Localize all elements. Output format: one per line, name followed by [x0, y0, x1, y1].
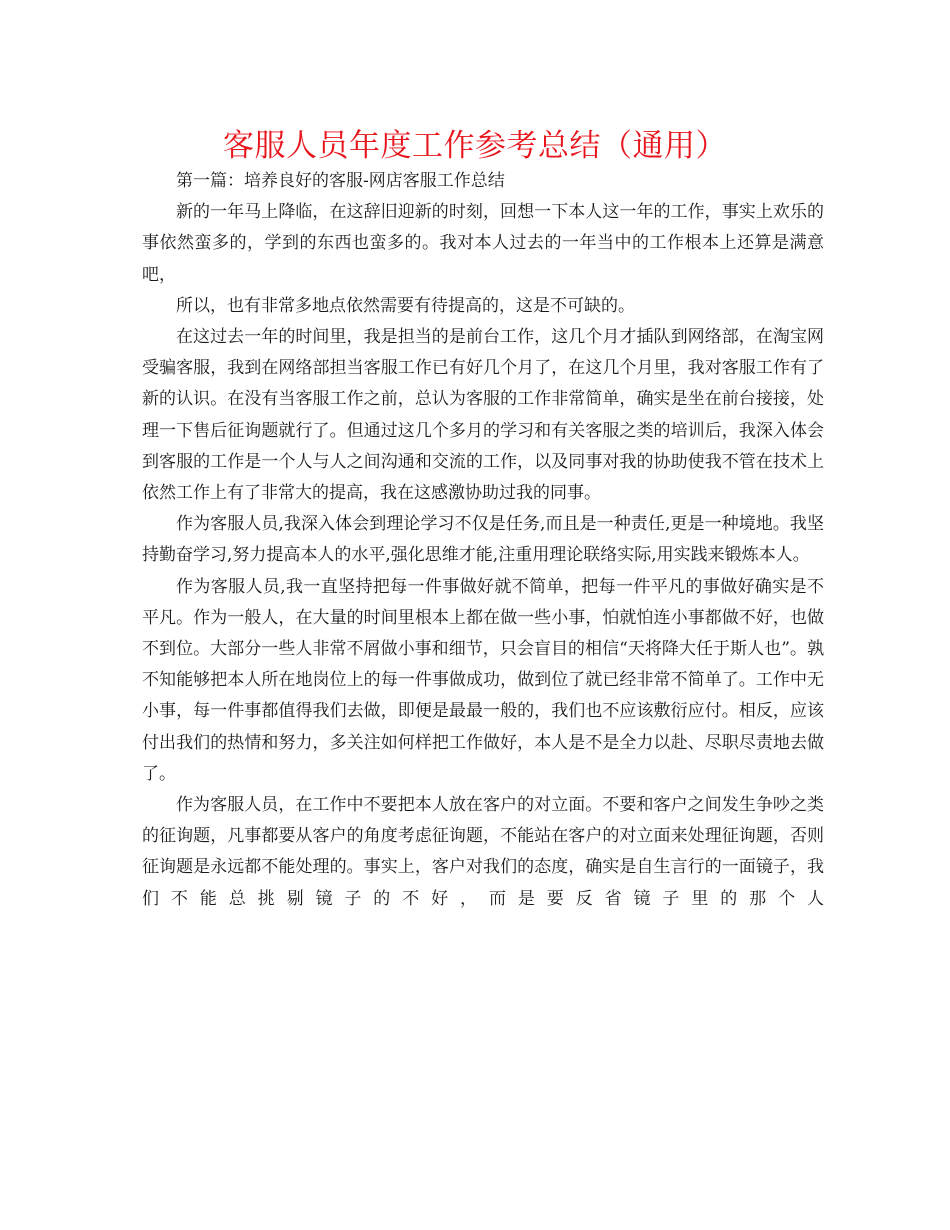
section-heading: 第一篇：培养良好的客服-网店客服工作总结 [176, 171, 505, 191]
paragraph: 作为客服人员,我深入体会到理论学习不仅是任务,而且是一种责任,更是一种境地。我坚持勤奋学习,努力提高本人的水平,强化思维才能,注重用理论联络实际,用实践来锻炼本人。 [142, 514, 824, 566]
paragraph: 作为客服人员,我一直坚持把每一件事做好就不简单，把每一件平凡的事做好确实是不平凡。作为一般人，在大量的时间里根本上都在做一些小事，怕就怕连小事都做不好，也做不到位。大部分一些人非常不屑做小事和细节，只会盲目的相信“天将降大任于斯人也”。孰不知能够把本人所在地岗位上的每一件事做成功，做到位了就已经非常不简单了。工作中无小事，每一件事都值得我们去做，即便是最最一般的，我们也不应该敷衍应付。相反，应该付出我们的热情和努力，多关注如何样把工作做好，本人是不是全力以赴、尽职尽责地去做了。 [142, 576, 824, 784]
paragraph: 在这过去一年的时间里，我是担当的是前台工作，这几个月才插队到网络部，在淘宝网受骗客服，我到在网络部担当客服工作已有好几个月了，在这几个月里，我对客服工作有了新的认识。在没有当客服工作之前，总认为客服的工作非常简单，确实是坐在前台接接，处理一下售后征询题就行了。但通过这几个多月的学习和有关客服之类的培训后，我深入体会到客服的工作是一个人与人之间沟通和交流的工作，以及同事对我的协助使我不管在技术上依然工作上有了非常大的提高，我在这感激协助过我的同事。 [142, 327, 824, 504]
paragraph: 所以，也有非常多地点依然需要有待提高的，这是不可缺的。 [176, 295, 635, 316]
document-body [142, 166, 824, 915]
paragraph: 作为客服人员，在工作中不要把本人放在客户的对立面。不要和客户之间发生争吵之类的征询题，凡事都要从客户的角度考虑征询题，不能站在客户的对立面来处理征询题，否则征询题是永远都不能处理的。事实上，客户对我们的态度，确实是自生言行的一面镜子，我们不能总挑剔镜子的不好，而是要反省镜子里的那个人 [142, 795, 824, 909]
document-title: 客服人员年度工作参考总结（通用） [223, 128, 727, 164]
paragraph: 新的一年马上降临，在这辞旧迎新的时刻，回想一下本人这一年的工作，事实上欢乐的事依然蛮多的，学到的东西也蛮多的。我对本人过去的一年当中的工作根本上还算是满意吧， [142, 202, 824, 285]
